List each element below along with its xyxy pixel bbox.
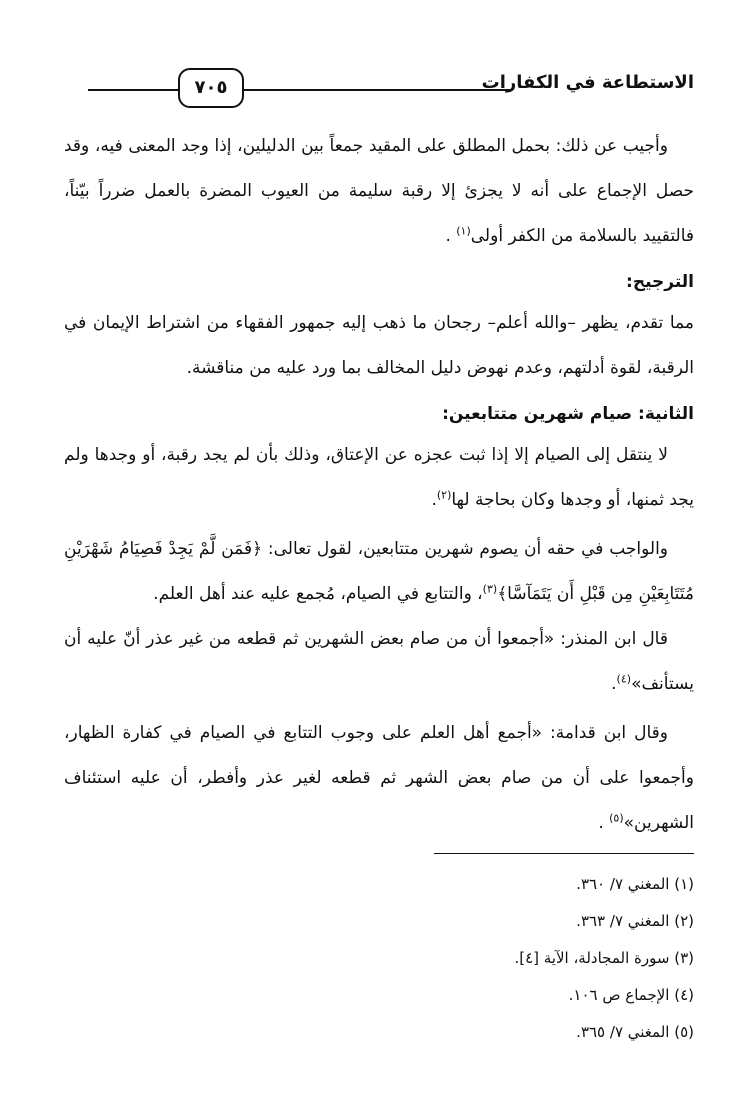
footnote: (٢) المغني ٧/ ٣٦٣.	[576, 912, 694, 930]
main-text	[64, 124, 694, 846]
footnotes	[294, 866, 694, 1051]
footnote: (٤) الإجماع ص ١٠٦.	[568, 986, 694, 1004]
quran-verse: ﴿فَمَن لَّمْ يَجِدْ فَصِيَامُ شَهْرَيْنِ مُتَتَابِعَيْنِ مِن قَبْلِ أَن يَتَمَآسَّا﴾	[64, 539, 694, 604]
footnote-ref: (٢)	[436, 488, 452, 502]
footnote: (١) المغني ٧/ ٣٦٠.	[576, 875, 694, 893]
header-title: الاستطاعة في الكفارات	[481, 72, 694, 93]
paragraph: وقال ابن قدامة: «أجمع أهل العلم على وجوب التتابع في الصيام في كفارة الظهار، وأجمعوا على أن من صام بعض الشهر ثم قطعه لغير عذر وأفطر، أن عليه استئناف الشهرين»$^{(٥)}$ .	[64, 723, 694, 833]
paragraph: مما تقدم، يظهر –والله أعلم– رجحان ما ذهب إليه جمهور الفقهاء من اشتراط الإيمان في الرقبة، لقوة أدلتهم، وعدم نهوض دليل المخالف بما ورد عليه من مناقشة.	[64, 313, 694, 378]
footnote-ref: (٣)	[482, 582, 498, 596]
header-rule-left	[88, 89, 178, 91]
page-number: ٧٠٥	[178, 68, 244, 108]
paragraph: وأجيب عن ذلك: بحمل المطلق على المقيد جمعاً بين الدليلين، إذا وجد المعنى فيه، وقد حصل الإجماع على أنه لا يجزئ إلا رقبة سليمة من العيوب المضرة بالعمل ضرراً بيّناً، فالتقييد بالسلامة من الكفر أولى$^{(١)}$ .	[64, 136, 694, 246]
footnote: (٥) المغني ٧/ ٣٦٥.	[576, 1023, 694, 1041]
paragraph: لا ينتقل إلى الصيام إلا إذا ثبت عجزه عن الإعتاق، وذلك بأن لم يجد رقبة، أو وجدها ولم يجد ثمنها، أو وجدها وكان بحاجة لها$^{(٢)}$.	[64, 445, 694, 510]
footnote: (٣) سورة المجادلة، الآية [٤].	[514, 949, 694, 967]
section-heading: الترجيح:	[626, 272, 694, 292]
footnote-ref: (٥)	[609, 811, 624, 825]
footnote-ref: (١)	[456, 224, 471, 238]
paragraph: والواجب في حقه أن يصوم شهرين متتابعين، لقول تعالى: ﴿فَمَن لَّمْ يَجِدْ فَصِيَامُ شَهْرَيْنِ مُتَتَابِعَيْنِ مِن قَبْلِ أَن يَتَمَآسَّا﴾$^{(٣)}$، والتتابع في الصيام، مُجمع عليه عند أهل العلم.	[64, 539, 694, 604]
footnote-divider	[434, 853, 694, 854]
section-heading: الثانية: صيام شهرين متتابعين:	[442, 404, 694, 424]
paragraph: قال ابن المنذر: «أجمعوا أن من صام بعض الشهرين ثم قطعه من غير عذر أنّ عليه أن يستأنف»$^{(٤)}$.	[64, 629, 694, 694]
footnote-ref: (٤)	[616, 672, 632, 686]
running-header	[88, 68, 694, 108]
